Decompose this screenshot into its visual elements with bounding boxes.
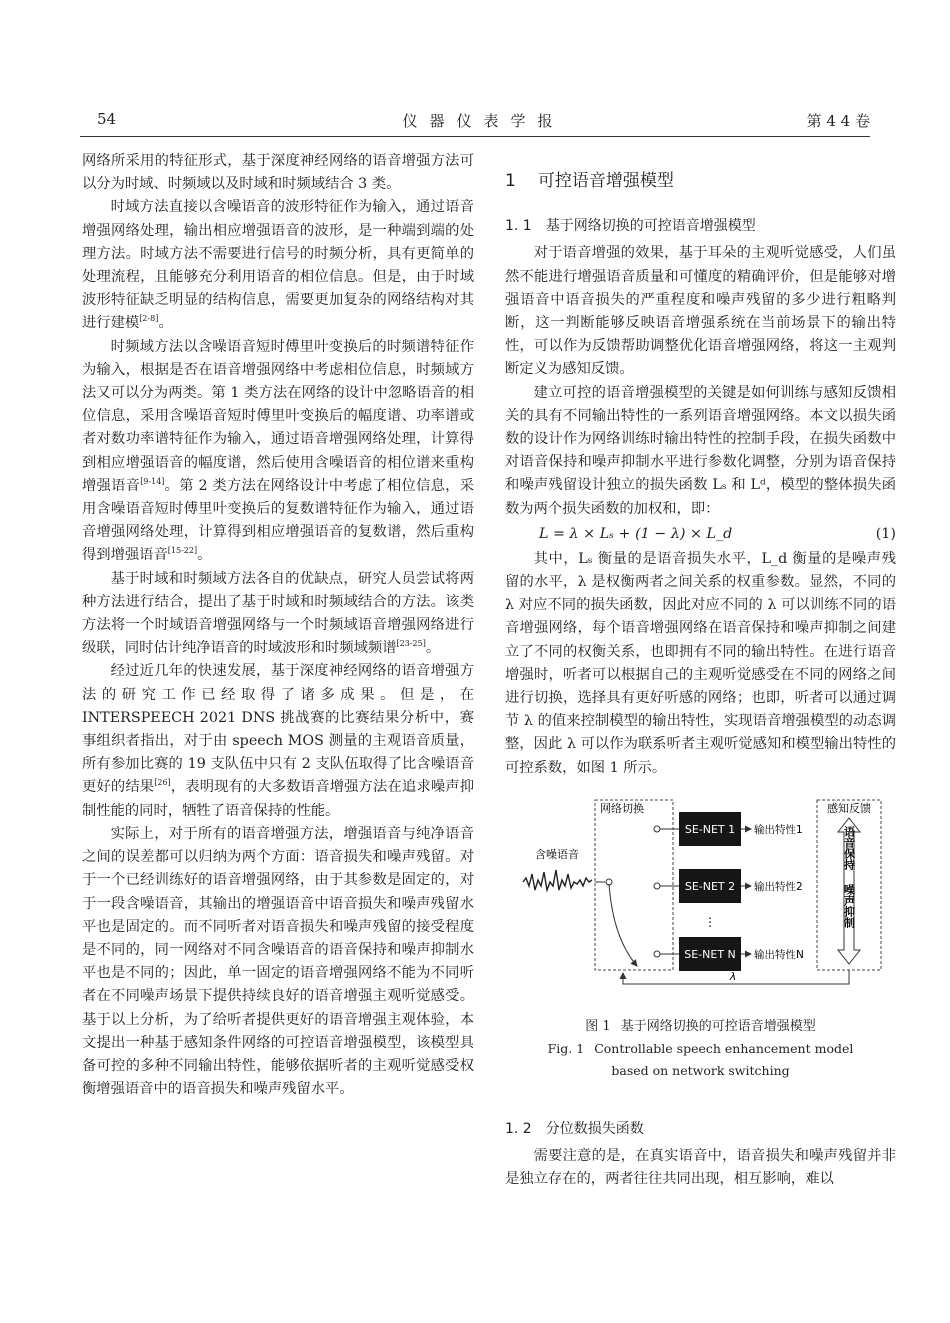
switch-label: 网络切换 <box>600 801 644 815</box>
paragraph: 时频域方法以含噪语音短时傅里叶变换后的时频谱特征作为输入，根据是否在语音增强网络中考虑相位信息，时频域方法又可以分为两类。第 1 类方法在网络的设计中忽略语音的相位信息，采用含噪语音短时傅里叶变换后的幅度谱、功率谱或者对数功率谱特征作为输入，通过语音增强网络处理，计算得到相应增强语音的幅度谱，然后使用含噪语音的相位谱来重构增强语音[9-14]。第 2 类方法在网络设计中考虑了相位信息，采用含噪语音短时傅里叶变换后的复数谱特征作为输入，通过语音增强网络处理，计算得到相应增强语音的复数谱，然后重构得到增强语音[15-22]。 <box>82 338 475 564</box>
page-number: 54 <box>97 110 117 128</box>
switch-arc-arrow <box>609 884 637 966</box>
keep-label: 语音保持 <box>842 825 856 870</box>
citation[interactable]: [23-25] <box>396 639 426 649</box>
citation[interactable]: [2-8] <box>139 314 159 324</box>
suppress-label: 噪声抑制 <box>842 883 856 928</box>
paragraph: 其中，Lₛ 衡量的是语音损失水平，L_d 衡量的是噪声残留的水平，λ 是权衡两者之间关系的权重参数。显然，不同的 λ 对应不同的损失函数，因此对应不同的 λ 可以训练不同的语音增强网络，每个语音增强网络在语音保持和噪声抑制之间建立了不同的权衡关系，也即拥有不同的输出特性。在进行语音增强时，听者可以根据自己的主观听觉感受在不同的网络之间进行切换，选择具有更好听感的网络；也即，听者可以通过调节 λ 的值来控制模型的输出特性，实现语音增强模型的动态调整，因此 λ 可以作为联系听者主观听觉感知和模型输出特性的可控系数，如图 1 所示。 <box>505 550 896 776</box>
paragraph: 建立可控的语音增强模型的关键是如何训练与感知反馈相关的具有不同输出特性的一系列语音增强网络。本文以损失函数的设计作为网络训练时输出特性的控制手段，在损失函数中对语音保持和噪声抑制水平进行参数化调整，分别为语音保持和噪声残留设计独立的损失函数 Lₛ 和 Lᵈ，模型的整体损失函数为两个损失函数的加权和，即： <box>505 384 896 517</box>
ellipsis: ⋮ <box>704 914 716 929</box>
equation: L = λ × Lₛ + (1 − λ) × L_d (1) <box>505 523 896 546</box>
paragraph: 实际上，对于所有的语音增强方法，增强语音与纯净语音之间的误差都可以归纳为两个方面：语音损失和噪声残留。对于一个已经训练好的语音增强网络，由于其参数是固定的，对于一段含噪语音，其输出的增强语音中语音损失和噪声残留水平也是固定的。而不同听者对语音损失和噪声残留的接受程度是不同的，同一网络对不同含噪语音的语音保持和噪声抑制水平也是不同的；因此，单一固定的语音增强网络不能为不同听者在不同噪声场景下提供持续良好的语音增强主观听觉感受。基于以上分析，为了给听者提供更好的语音增强主观体验，本文提出一种基于感知条件网络的可控语音增强模型，该模型具备可控的多种不同输出特性，能够依据听者的主观听觉感受权衡增强语音中的语音损失和噪声残留水平。 <box>82 825 474 1098</box>
contact-1 <box>654 826 660 832</box>
contact-2 <box>654 883 660 889</box>
journal-title: 仪器仪表学报 <box>402 112 565 130</box>
figure-caption: 图 1 基于网络切换的可控语音增强模型 Fig. 1 Controllable speech enhancement model based on network switching <box>547 1018 854 1078</box>
se-net-2-label: SE-NET 2 <box>684 879 736 893</box>
subsection-heading: 1. 1 基于网络切换的可控语音增强模型 <box>505 218 756 235</box>
output-1-label: 输出特性1 <box>754 823 803 836</box>
left-column <box>82 150 474 1101</box>
paragraph: 经过近几年的快速发展，基于深度神经网络的语音增强方法的研究工作已经取得了诸多成果。但是，在 INTERSPEECH 2021 DNS 挑战赛的比赛结果分析中，赛事组织者指出，对于由 speech MOS 测量的主观语音质量，所有参加比赛的 19 支队伍中只有 2 支队伍取得了比含噪语音更好的结果[26]，表明现有的大多数语音增强方法在追求噪声抑制性能的同时，牺牲了语音保持的性能。 <box>82 663 475 819</box>
se-net-1-label: SE-NET 1 <box>684 822 736 836</box>
switch-box <box>595 800 673 970</box>
contact-n <box>654 951 660 957</box>
waveform-icon <box>523 870 592 890</box>
output-n-label: 输出特性N <box>754 948 804 961</box>
section-heading: 1 可控语音增强模型 <box>505 171 674 191</box>
paragraph: 网络所采用的特征形式，基于深度神经网络的语音增强方法可以分为时域、时频域以及时域和时频域结合 3 类。 <box>82 153 474 193</box>
feedback-title: 感知反馈 <box>827 801 871 815</box>
paragraph: 时域方法直接以含噪语音的波形特征作为输入，通过语音增强网络处理，输出相应增强语音的波形，是一种端到端的处理方法。时域方法不需要进行信号的时频分析，具有更简单的处理流程，且能够充分利用语音的相位信息。但是，由于时域波形特征缺乏明显的结构信息，需要更加复杂的网络结构对其进行建模[2-8]。 <box>82 199 474 332</box>
right-column <box>505 150 896 1191</box>
network-switching-diagram <box>505 798 896 1008</box>
input-label: 含噪语音 <box>535 847 579 861</box>
header-rule <box>80 136 870 137</box>
citation[interactable]: [9-14] <box>140 476 165 486</box>
subsection-heading: 1. 2 分位数损失函数 <box>505 1120 644 1137</box>
se-net-n-label: SE-NET N <box>684 947 736 961</box>
equation-number: (1) <box>875 525 896 542</box>
running-header <box>97 110 870 134</box>
paragraph: 基于时域和时频域方法各自的优缺点，研究人员尝试将两种方法进行结合，提出了基于时域和时频域结合的方法。该类方法将一个时域语音增强网络与一个时频域语音增强网络进行级联，同时估计纯净语音的时域波形和时频域频谱[23-25]。 <box>82 570 474 657</box>
lambda-label: λ <box>729 969 737 983</box>
citation[interactable]: [26] <box>154 778 171 788</box>
figure-1 <box>505 798 896 1008</box>
paragraph: 对于语音增强的效果，基于耳朵的主观听觉感受，人们虽然不能进行增强语音质量和可懂度的精确评价，但是能够对增强语音中语音损失的严重程度和噪声残留的多少进行粗略判断，这一判断能够反映语音增强系统在当前场景下的输出特性，可以作为反馈帮助调整优化语音增强网络，将这一主观判断定义为感知反馈。 <box>505 245 896 378</box>
paragraph: 需要注意的是，在真实语音中，语音损失和噪声残留并非是独立存在的，两者往往共同出现，相互影响，难以 <box>505 1148 896 1188</box>
volume-label: 第 4 4 卷 <box>806 112 870 130</box>
output-2-label: 输出特性2 <box>754 880 803 893</box>
citation[interactable]: [15-22] <box>167 546 198 556</box>
